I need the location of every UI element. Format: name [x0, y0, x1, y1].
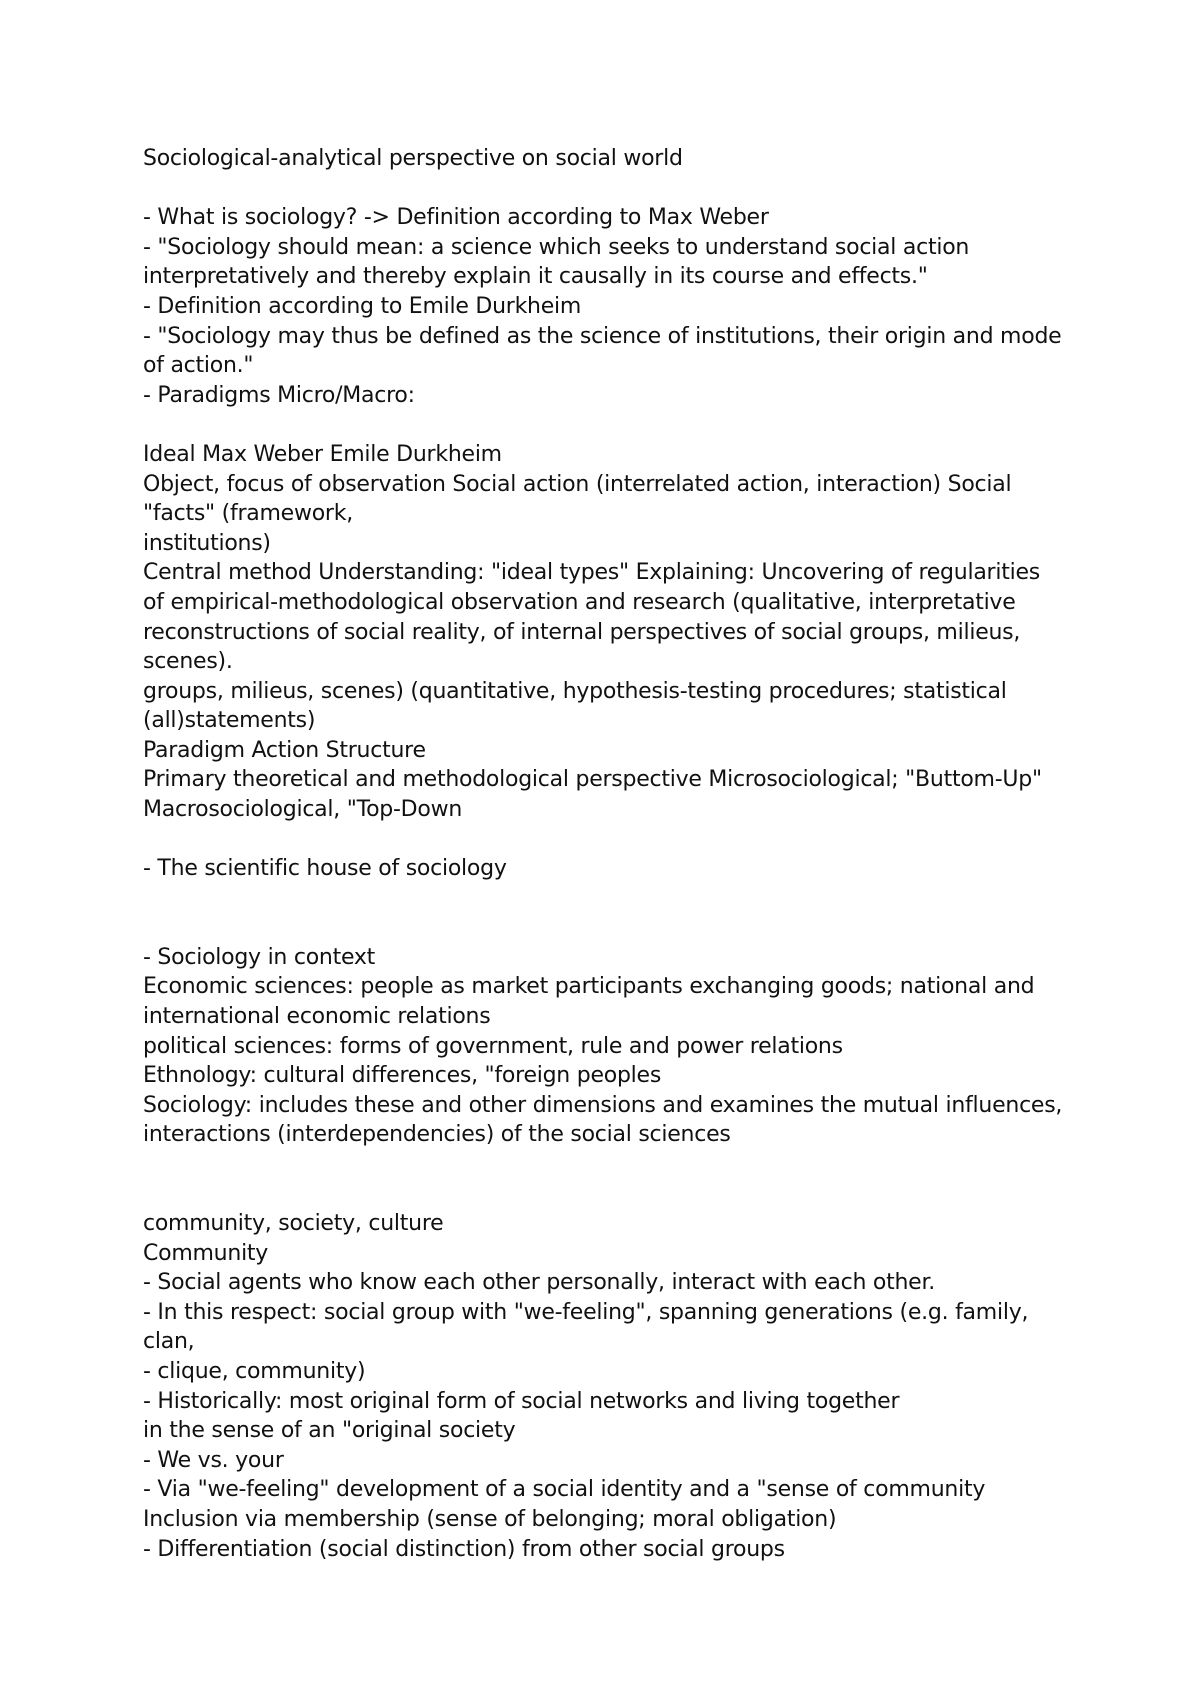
text-line: - "Sociology should mean: a science which seeks to understand social action [143, 234, 970, 260]
text-line: Paradigm Action Structure [143, 737, 426, 763]
text-line: international economic relations [143, 1004, 491, 1030]
blank-line [143, 174, 1083, 204]
text-line: - Historically: most original form of social networks and living together [143, 1388, 900, 1414]
text-line: groups, milieus, scenes) (quantitative, hypothesis-testing procedures; statistical [143, 678, 1007, 704]
text-line: institutions) [143, 530, 271, 556]
text-line: - "Sociology may thus be defined as the science of institutions, their origin and mode [143, 323, 1062, 349]
house-section [143, 854, 1083, 884]
document-body [143, 144, 1083, 1564]
text-line: (all)statements) [143, 708, 316, 734]
text-line: - Social agents who know each other personally, interact with each other. [143, 1270, 935, 1296]
text-line: - The scientific house of sociology [143, 856, 507, 882]
text-line: "facts" (framework, [143, 501, 353, 527]
blank-space [143, 884, 1083, 943]
blank-line [143, 410, 1083, 440]
text-line: clan, [143, 1329, 195, 1355]
context-section [143, 943, 1083, 1150]
text-line: scenes). [143, 649, 233, 675]
text-line: - What is sociology? -> Definition according to Max Weber [143, 205, 769, 231]
text-line: Object, focus of observation Social action (interrelated action, interaction) Social [143, 471, 1012, 497]
blank-space [143, 1150, 1083, 1209]
text-line: - clique, community) [143, 1358, 366, 1384]
text-line: - Paradigms Micro/Macro: [143, 382, 415, 408]
text-line: interpretatively and thereby explain it causally in its course and effects." [143, 264, 928, 290]
text-line: Inclusion via membership (sense of belonging; moral obligation) [143, 1506, 837, 1532]
text-line: - In this respect: social group with "we-feeling", spanning generations (e.g. family, [143, 1299, 1029, 1325]
text-line: Community [143, 1240, 269, 1266]
text-line: - Via "we-feeling" development of a social identity and a "sense of community [143, 1477, 986, 1503]
text-line: - We vs. your [143, 1447, 284, 1473]
blank-line [143, 825, 1083, 855]
community-section [143, 1209, 1083, 1564]
text-line: political sciences: forms of government, rule and power relations [143, 1033, 843, 1059]
text-line: Ideal Max Weber Emile Durkheim [143, 441, 502, 467]
text-line: of action." [143, 353, 254, 379]
text-line: - Definition according to Emile Durkheim [143, 293, 582, 319]
document-title: Sociological-analytical perspective on social world [143, 146, 683, 171]
text-line: Central method Understanding: "ideal types" Explaining: Uncovering of regularities [143, 560, 1040, 586]
text-line: Economic sciences: people as market participants exchanging goods; national and [143, 974, 1035, 1000]
text-line: interactions (interdependencies) of the social sciences [143, 1122, 731, 1148]
text-line: Primary theoretical and methodological perspective Microsociological; "Buttom-Up" [143, 767, 1042, 793]
text-line: reconstructions of social reality, of internal perspectives of social groups, milieus, [143, 619, 1021, 645]
text-line: in the sense of an "original society [143, 1418, 516, 1444]
text-line: - Differentiation (social distinction) from other social groups [143, 1536, 785, 1562]
text-line: of empirical-methodological observation and research (qualitative, interpretative [143, 589, 1016, 615]
paradigm-table-text [143, 440, 1083, 825]
text-line: - Sociology in context [143, 944, 376, 970]
text-line: Sociology: includes these and other dimensions and examines the mutual influences, [143, 1092, 1063, 1118]
intro-section [143, 203, 1083, 410]
text-line: Macrosociological, "Top-Down [143, 797, 463, 823]
text-line: community, society, culture [143, 1211, 444, 1236]
text-line: Ethnology: cultural differences, "foreign peoples [143, 1063, 662, 1089]
